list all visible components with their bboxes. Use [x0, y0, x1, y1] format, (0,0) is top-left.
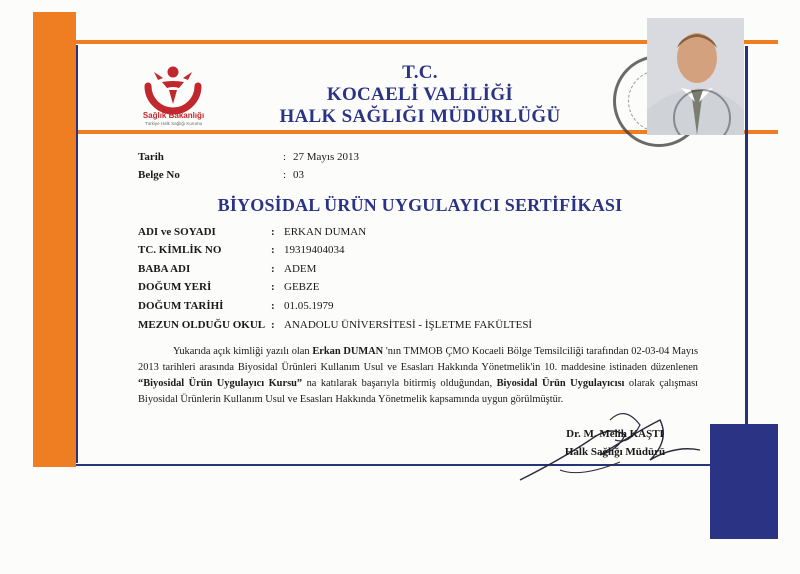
signatory-name: Dr. M. Melih KAŞTI — [566, 428, 664, 440]
course-name: “Biyosidal Ürün Uygulayıcı Kursu” — [138, 378, 303, 389]
field-label: MEZUN OLDUĞU OKUL — [138, 319, 266, 331]
field-value: GEBZE — [284, 281, 320, 293]
document-number-label: Belge No — [138, 169, 180, 181]
holder-name: Erkan DUMAN — [312, 346, 384, 357]
field-label: ADI ve SOYADI — [138, 226, 216, 238]
signatory-title: Halk Sağlığı Müdürü — [564, 446, 666, 458]
navy-left-rule — [76, 45, 78, 463]
orange-side-bar — [33, 12, 76, 467]
date-label: Tarih — [138, 151, 164, 163]
field-value: ANADOLU ÜNİVERSİTESİ - İŞLETME FAKÜLTESİ — [284, 319, 533, 331]
logo-name: Sağlık Bakanlığı — [142, 111, 205, 120]
portrait-icon — [647, 18, 744, 135]
date-value: 27 Mayıs 2013 — [293, 151, 359, 163]
holder-photo — [647, 18, 744, 135]
certificate-title: BİYOSİDAL ÜRÜN UYGULAYICI SERTİFİKASI — [217, 195, 623, 215]
header-line-1: T.C. — [402, 62, 438, 83]
field-label: TC. KİMLİK NO — [138, 244, 222, 256]
certificate-body — [138, 344, 698, 408]
body-paragraph: Yukarıda açık kimliği yazılı olan Erkan DUMAN 'nın TMMOB ÇMO Kocaeli Bölge Temsilciliği tarafından 02-03-04 Mayıs 2013 tarihleri arasında Biyosidal Ürünleri Kullanım Usul ve Esasları Hakkında Yönetmelik'in 10. maddesine istinaden düzenlenen “Biyosidal Ürün Uygulayıcı Kursu” na katılarak başarıyla bitirmiş olduğundan, Biyosidal Ürün Uygulayıcısı olarak çalışması Biyosidal Ürünlerin Kullanım Usul ve Esasları Hakkında Yönetmelik kapsamında uygun görülmüştür. — [138, 346, 698, 405]
field-value: ADEM — [284, 263, 317, 275]
header-line-3: HALK SAĞLIĞI MÜDÜRLÜĞÜ — [279, 106, 561, 127]
issuer-header — [250, 62, 590, 128]
field-value: ERKAN DUMAN — [284, 226, 367, 238]
signature-block — [545, 425, 685, 461]
field-label: BABA ADI — [138, 263, 191, 275]
field-value: 19319404034 — [284, 244, 345, 256]
field-value: 01.05.1979 — [284, 300, 334, 312]
field-label: DOĞUM YERİ — [138, 281, 212, 293]
field-label: DOĞUM TARİHİ — [138, 300, 224, 312]
header-line-2: KOCAELİ VALİLİĞİ — [326, 84, 514, 105]
role-name: Biyosidal Ürün Uygulayıcısı — [496, 378, 625, 389]
document-number-value: 03 — [293, 169, 304, 181]
certificate-page: Sağlık Bakanlığı Türkiye Halk Sağlığı Kurumu T.C. KOCAELİ VALİLİĞİ HALK SAĞLIĞI MÜDÜRLÜĞÜ Tarih : 27 Mayıs 2013 Belge No : 03 BİYOSİDAL ÜRÜN UYGULAYICI SERTİFİKASI ADI ve SOYADI : ERKAN DUMAN TC. KİMLİK NO : 19319404034 BABA ADI : ADEM DOĞUM YERİ : GEBZE DOĞUM TARİHİ : 01.05.1979 MEZUN OLDUĞU OKUL : ANADOLU ÜNİVERSİTESİ - İŞLETME FAKÜLTESİ Yukarıda açık kimliği yazılı olan Erkan DUMAN 'nın TMMOB ÇMO Kocaeli Bölge Temsilciliği tarafından 02-03-04 Mayıs 2013 tarihleri arasında Biyosidal Ürünleri Kullanım Usul ve Esasları Hakkında Yönetmelik'in 10. maddesine istinaden düzenlenen “Biyosidal Ürün Uygulayıcı Kursu” na katılarak başarıyla bitirmiş olduğundan, Biyosidal Ürün Uygulayıcısı olarak çalışması Biyosidal Ürünlerin Kullanım Usul ve Esasları Hakkında Yönetmelik kapsamında uygun görülmüştür. Dr. M. Melih KAŞTI Halk Sağlığı Müdürü — [0, 0, 800, 574]
logo-subtitle: Türkiye Halk Sağlığı Kurumu — [144, 121, 203, 126]
